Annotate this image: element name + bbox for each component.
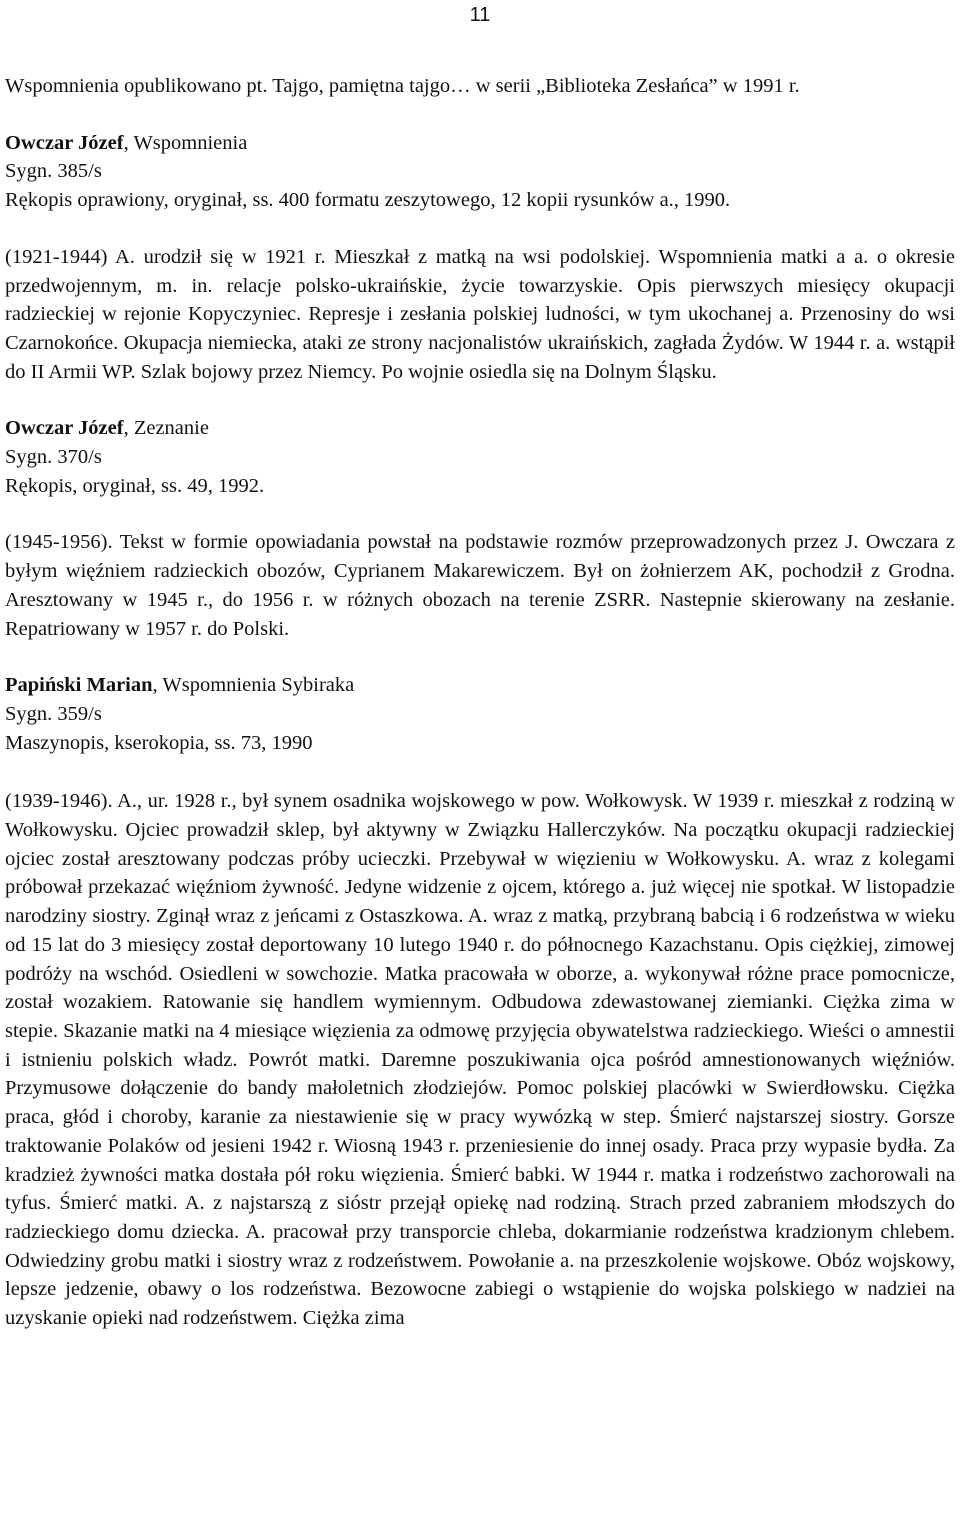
entry-heading [5,414,955,443]
catalog-entry-3 [5,671,955,757]
entry-heading [5,129,955,158]
entry-physical-description: Rękopis, oryginał, ss. 49, 1992. [5,474,265,497]
entry-physical-description: Maszynopis, kserokopia, ss. 73, 1990 [5,731,313,754]
document-body [5,72,955,1361]
catalog-entry-1 [5,129,955,215]
entry-physical-description: Rękopis oprawiony, oryginał, ss. 400 formatu zeszytowego, 12 kopii rysunków a., 1990. [5,189,731,212]
entry-signature: Sygn. 359/s [5,702,102,725]
entry-author: Owczar Józef [5,417,124,440]
intro-paragraph: Wspomnienia opublikowano pt. Tajgo, pamiętna tajgo… w serii „Biblioteka Zesłańca” w 1991 r. [5,75,800,97]
entry-title: , Wspomnienia Sybiraka [152,674,355,697]
entry-heading [5,671,955,700]
catalog-entry-2 [5,414,955,500]
entry-signature: Sygn. 370/s [5,446,102,469]
entry-signature: Sygn. 385/s [5,160,102,183]
entry-author: Papiński Marian [5,674,153,697]
entry-2-summary: (1945-1956). Tekst w formie opowiadania powstał na podstawie rozmów przeprowadzonych przez J. Owczara z byłym więźniem radzieckich obozów, Cyprianem Makarewiczem. Był on żołnierzem AK, pochodził z Grodna. Aresztowany w 1945 r., do 1956 r. w różnych obozach na terenie ZSRR. Nastepnie skierowany na zesłanie. Repatriowany w 1957 r. do Polski. [5,531,955,640]
page-number: 11 [469,4,491,26]
entry-title: , Zeznanie [123,417,209,440]
entry-author: Owczar Józef [5,131,124,154]
entry-title: , Wspomnienia [123,131,248,154]
entry-3-summary: (1939-1946). A., ur. 1928 r., był synem osadnika wojskowego w pow. Wołkowysk. W 1939 r. mieszkał z rodziną w Wołkowysku. Ojciec prowadził sklep, był aktywny w Związku Hallerczyków. Na początku okupacji radzieckiej ojciec został aresztowany podczas próby ucieczki. Przebywał w więzieniu w Wołkowysku. A. wraz z kolegami próbował przekazać więźniom żywność. Jedyne widzenie z ojcem, którego a. już więcej nie spotkał. W listopadzie narodziny siostry. Zginął wraz z jeńcami z Ostaszkowa. A. wraz z matką, przybraną babcią i 6 rodzeństwa w wieku od 15 lat do 3 miesięcy został deportowany 10 lutego 1940 r. do północnego Kazachstanu. Opis ciężkiej, zimowej podróży na wschód. Osiedleni w sowchozie. Matka pracowała w oborze, a. wykonywał różne prace pomocnicze, został wozakiem. Ratowanie się handlem wymiennym. Odbudowa zdewastowanej ziemianki. Ciężka zima w stepie. Skazanie matki na 4 miesiące więzienia za odmowę przyjęcia obywatelstwa radzieckiego. Wieści o amnestii i istnieniu polskich władz. Powrót matki. Daremne poszukiwania ojca pośród amnestionowanych więźniów. Przymusowe dołączenie do bandy małoletnich złodziejów. Pomoc polskiej placówki w Swierdłowsku. Ciężka praca, głód i choroby, karanie za niestawienie się w pracy wywózką w step. Śmierć najstarszej siostry. Gorsze traktowanie Polaków od jesieni 1942 r. Wiosną 1943 r. przeniesienie do innej osady. Praca przy wypasie bydła. Za kradzież żywności matka dostała pół roku więzienia. Śmierć babki. W 1944 r. matka i rodzeństwo zachorowali na tyfus. Śmierć matki. A. z najstarszą z sióstr przejął opiekę nad rodziną. Strach przed zabraniem młodszych do radzieckiego domu dziecka. A. pracował przy transporcie chleba, dokarmianie rodzeństwa kradzionym chlebem. Odwiedziny grobu matki i siostry wraz z rodzeństwem. Powołanie a. na przeszkolenie wojskowe. Obóz wojskowy, lepsze jedzenie, obawy o los rodzeństwa. Bezowocne zabiegi o wstąpienie do wojska polskiego w nadziei na uzyskanie opieki nad rodzeństwem. Ciężka zima [5,790,955,1330]
entry-1-summary: (1921-1944) A. urodził się w 1921 r. Mieszkał z matką na wsi podolskiej. Wspomnienia matki a a. o okresie przedwojennym, m. in. relacje polsko-ukraińskie, życie towarzyskie. Opis pierwszych miesięcy okupacji radzieckiej w rejonie Kopyczyniec. Represje i zesłania polskiej ludności, w tym ukochanej a. Przenosiny do wsi Czarnokońce. Okupacja niemiecka, ataki ze strony nacjonalistów ukraińskich, zagłada Żydów. W 1944 r. a. wstąpił do II Armii WP. Szlak bojowy przez Niemcy. Po wojnie osiedla się na Dolnym Śląsku. [5,245,955,383]
